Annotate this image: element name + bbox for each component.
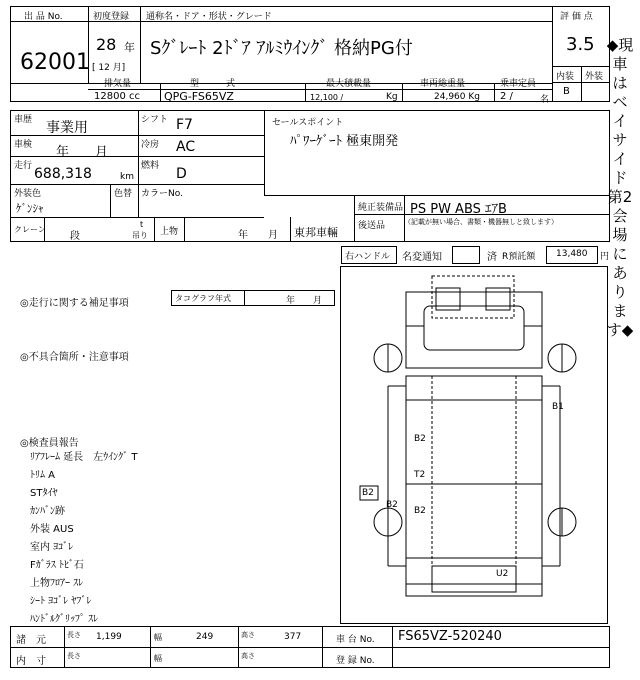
- cooler-label: 冷房: [141, 140, 160, 150]
- inner-length-label: 長さ: [67, 652, 81, 660]
- inspector-line: 外装 AUS: [30, 524, 74, 535]
- aftermarket-note: （記載が無い場合、書類・機器無しと致します）: [404, 218, 558, 226]
- recycle-amount: 13,480: [556, 249, 588, 259]
- inner-height-label: 高さ: [241, 652, 255, 660]
- driving-remarks-label: ◎走行に関する補足事項: [20, 298, 129, 309]
- length-value: 1,199: [96, 632, 122, 642]
- lot-no-label: 出 品 No.: [24, 12, 63, 22]
- chassis-value: FS65VZ-520240: [398, 629, 502, 644]
- crane-label: クレーン: [14, 225, 46, 234]
- color-change-label: 色替: [114, 189, 133, 199]
- height-label: 高さ: [241, 631, 255, 639]
- grid-line: [402, 83, 403, 102]
- grid-line: [305, 83, 306, 102]
- grid-line: [264, 110, 265, 195]
- rating-value: 3.5: [566, 34, 595, 55]
- mileage-label: 走行: [14, 161, 33, 171]
- grid-line: [10, 217, 264, 218]
- crane-lift: 吊り: [132, 231, 148, 240]
- equipment-value: PS PW ABS ｴｱB: [410, 202, 507, 217]
- width-value: 249: [196, 632, 214, 642]
- grid-line: [354, 195, 355, 242]
- displacement-label: 排気量: [104, 79, 132, 89]
- grid-line: [322, 626, 323, 668]
- inspection-value: 年 月: [56, 145, 109, 160]
- grid-line: [150, 626, 151, 668]
- grid-line: [138, 110, 139, 184]
- lot-no: 62001: [20, 50, 90, 75]
- cab-outline: [432, 276, 514, 318]
- tachograph-value: 年 月: [286, 296, 323, 306]
- chassis-label: 車 台 No.: [336, 635, 375, 645]
- inner-width-label: 幅: [154, 654, 162, 663]
- damage-b2-upper: B2: [414, 434, 426, 444]
- inner-dims-label: 内 寸: [16, 656, 46, 667]
- sales-text: ﾊﾟﾜｰｹﾞｰﾄ 極東開発: [290, 134, 399, 149]
- crane-stage: 段: [70, 231, 80, 242]
- cab-body: [406, 292, 542, 368]
- inspector-line: ﾊﾝﾄﾞﾙｸﾞﾘｯﾌﾟ ｽﾚ: [30, 614, 99, 625]
- grid-line: [581, 66, 582, 102]
- grid-line: [10, 156, 264, 157]
- grid-line: [154, 217, 155, 242]
- name-change-box: [452, 246, 480, 264]
- grid-line: [10, 647, 610, 648]
- inspector-line: ｶﾝﾊﾞﾝ跡: [30, 506, 65, 517]
- displacement: 12800 cc: [94, 91, 140, 102]
- inspector-line: ﾄﾘﾑ A: [30, 470, 56, 481]
- damage-b2-left: B2: [386, 500, 398, 510]
- grid-line: [244, 290, 245, 306]
- color-no-label: カラーNo.: [141, 189, 183, 199]
- exterior-color: ｹﾞﾝｼｬ: [16, 202, 44, 215]
- dims-label: 諸 元: [16, 635, 46, 646]
- upper-label: 上物: [160, 227, 179, 237]
- first-reg-year: 28: [96, 35, 117, 54]
- grid-line: [140, 21, 141, 83]
- grid-line: [264, 195, 610, 196]
- damage-u2: U2: [496, 569, 509, 579]
- upper-date: 年 月: [238, 230, 278, 241]
- inspector-line: Fｶﾞﾗｽ ﾄﾋﾞ石: [30, 560, 84, 571]
- type-label: 型 式: [190, 79, 236, 89]
- grid-line: [10, 83, 552, 84]
- length-label: 長さ: [67, 631, 81, 639]
- history-value: 事業用: [46, 120, 88, 136]
- grid-line: [552, 6, 553, 102]
- grid-line: [64, 626, 65, 668]
- exterior-label: 外装: [585, 72, 604, 82]
- grid-line: [110, 184, 111, 217]
- interior-grade: B: [563, 86, 570, 97]
- max-load-label: 最大積載量: [326, 79, 372, 89]
- mileage-unit: km: [120, 172, 134, 182]
- damage-b1: B1: [552, 402, 564, 412]
- mirror-right: [486, 288, 510, 310]
- max-load: 12,100 /: [310, 93, 344, 102]
- cargo-body: [406, 376, 542, 584]
- first-reg-year-unit: 年: [124, 41, 135, 54]
- inspector-line: STﾀｲﾔ: [30, 488, 58, 499]
- capacity-unit: 名: [540, 95, 550, 105]
- type: QPG-FS65VZ: [164, 90, 234, 103]
- grid-line: [290, 217, 291, 242]
- width-label: 幅: [154, 633, 162, 642]
- inspector-line: ﾘｱﾌﾚｰﾑ 延長 左ｳｲﾝｸﾞ T: [30, 452, 138, 463]
- exterior-color-label: 外装色: [14, 189, 42, 199]
- first-reg-month: [ 12 月]: [92, 63, 126, 73]
- damage-b2-lower: B2: [414, 506, 426, 516]
- damage-t2: T2: [414, 470, 426, 480]
- grid-line: [10, 21, 552, 22]
- inspection-label: 車検: [14, 140, 33, 150]
- recycle-label: R預託額: [502, 252, 536, 262]
- interior-label: 内装: [556, 72, 575, 82]
- grid-line: [160, 83, 161, 102]
- venue-note: ◆現車はベイサイド第2会場にあります◆: [606, 36, 634, 339]
- truck-diagram: [340, 266, 608, 624]
- aftermarket-label: 後送品: [358, 221, 386, 231]
- capacity-label: 乗車定員: [500, 79, 537, 89]
- upper-maker: 東邦車輛: [294, 226, 338, 239]
- defects-label: ◎不具合箇所・注意事項: [20, 352, 129, 363]
- reg-label: 登 録 No.: [336, 656, 375, 666]
- name-change-label: 名変通知: [402, 252, 442, 263]
- recycle-check: 済: [487, 252, 497, 263]
- inspector-label: ◎検査員報告: [20, 438, 79, 449]
- mirror-left: [436, 288, 460, 310]
- mileage-value: 688,318: [34, 166, 92, 182]
- crane-ton-unit: t: [140, 220, 144, 229]
- steering: 右ハンドル: [345, 252, 391, 262]
- sales-label: セールスポイント: [272, 118, 344, 128]
- gross-weight: 24,960 Kg: [434, 92, 480, 102]
- gross-weight-label: 車両総重量: [420, 79, 466, 89]
- max-load-unit: Kg: [386, 92, 398, 102]
- grid-line: [392, 626, 393, 668]
- grid-line: [10, 184, 264, 185]
- grid-line: [494, 83, 495, 102]
- fuel-value: D: [176, 166, 187, 182]
- height-value: 377: [284, 632, 302, 642]
- rating-label: 評 価 点: [560, 12, 593, 22]
- grid-line: [140, 6, 141, 21]
- history-label: 車歴: [14, 115, 33, 125]
- shift-value: F7: [176, 117, 193, 133]
- damage-b2-box: B2: [362, 488, 374, 498]
- grid-line: [138, 184, 139, 217]
- recycle-unit: 円: [600, 252, 610, 262]
- grid-line: [184, 217, 185, 242]
- equipment-label: 純正装備品: [358, 203, 404, 213]
- cooler-value: AC: [176, 139, 196, 155]
- grid-line: [88, 89, 552, 90]
- shift-label: シフト: [141, 115, 169, 125]
- grid-line: [238, 626, 239, 668]
- capacity: 2 /: [500, 91, 513, 102]
- model-label: 通称名・ドア・形状・グレード: [146, 12, 272, 22]
- vehicle-title: Sｸﾞﾚｰﾄ 2ﾄﾞｱ ｱﾙﾐｳｲﾝｸﾞ 格納PG付: [150, 38, 413, 59]
- windshield: [424, 306, 524, 350]
- inspector-line: 室内 ﾖｺﾞﾚ: [30, 542, 74, 553]
- inspector-line: 上物ﾌﾛｱｰ ｽﾚ: [30, 578, 84, 589]
- tachograph-label: タコグラフ年式: [175, 294, 231, 303]
- first-reg-label: 初度登録: [93, 12, 130, 22]
- inspector-line: ｼｰﾄ ﾖｺﾞﾚ ﾔﾌﾞﾚ: [30, 596, 92, 607]
- fuel-label: 燃料: [141, 161, 160, 171]
